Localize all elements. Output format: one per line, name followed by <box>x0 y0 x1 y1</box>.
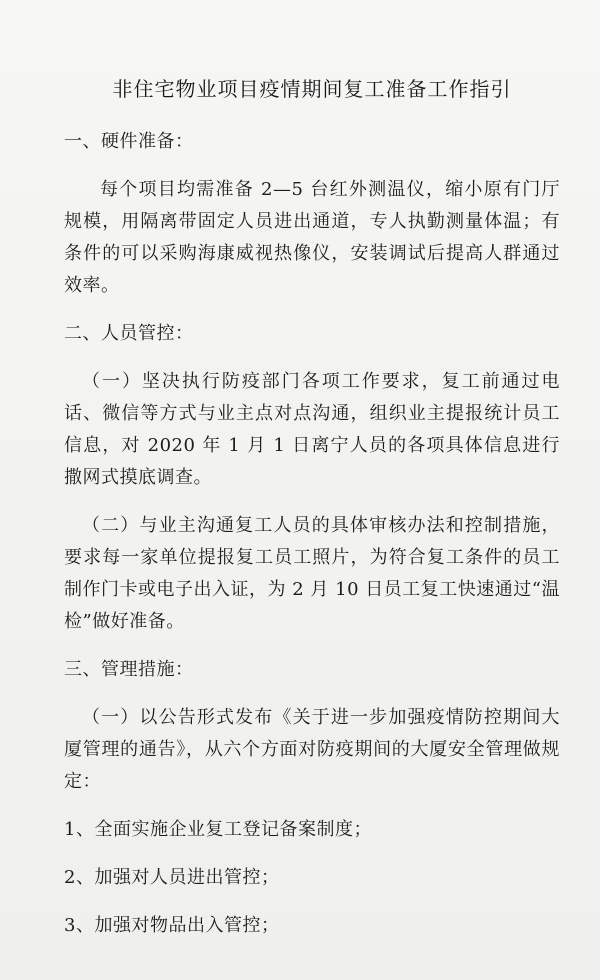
document-body <box>64 126 560 942</box>
paragraph-personnel-2: （二）与业主沟通复工人员的具体审核办法和控制措施，要求每一家单位提报复工员工照片，为符合复工条件的员工制作门卡或电子出入证，为 2 月 10 日员工复工快速通过“温检”做好准备。 <box>64 515 560 632</box>
paragraph-management-1: （一）以公告形式发布《关于进一步加强疫情防控期间大厦管理的通告》，从六个方面对防疫期间的大厦安全管理做规定： <box>64 707 560 792</box>
section-heading-hardware: 一、硬件准备： <box>64 131 194 152</box>
list-item: 3、加强对物品出入管控； <box>64 915 280 936</box>
document-title: 非住宅物业项目疫情期间复工准备工作指引 <box>112 77 512 101</box>
paragraph-hardware: 每个项目均需准备 2—5 台红外测温仪，缩小原有门厅规模，用隔离带固定人员进出通道，专人执勤测量体温；有条件的可以采购海康威视热像仪，安装调试后提高人群通过效率。 <box>64 179 560 296</box>
section-heading-management: 三、管理措施： <box>64 659 194 680</box>
paragraph-personnel-1: （一）坚决执行防疫部门各项工作要求，复工前通过电话、微信等方式与业主点对点沟通，组织业主提报统计员工信息，对 2020 年 1 月 1 日离宁人员的各项具体信息进行撒网式摸底调查。 <box>64 371 560 488</box>
section-heading-personnel: 二、人员管控： <box>64 323 194 344</box>
list-item: 1、全面实施企业复工登记备案制度； <box>64 819 372 840</box>
list-item: 2、加强对人员进出管控； <box>64 867 280 888</box>
